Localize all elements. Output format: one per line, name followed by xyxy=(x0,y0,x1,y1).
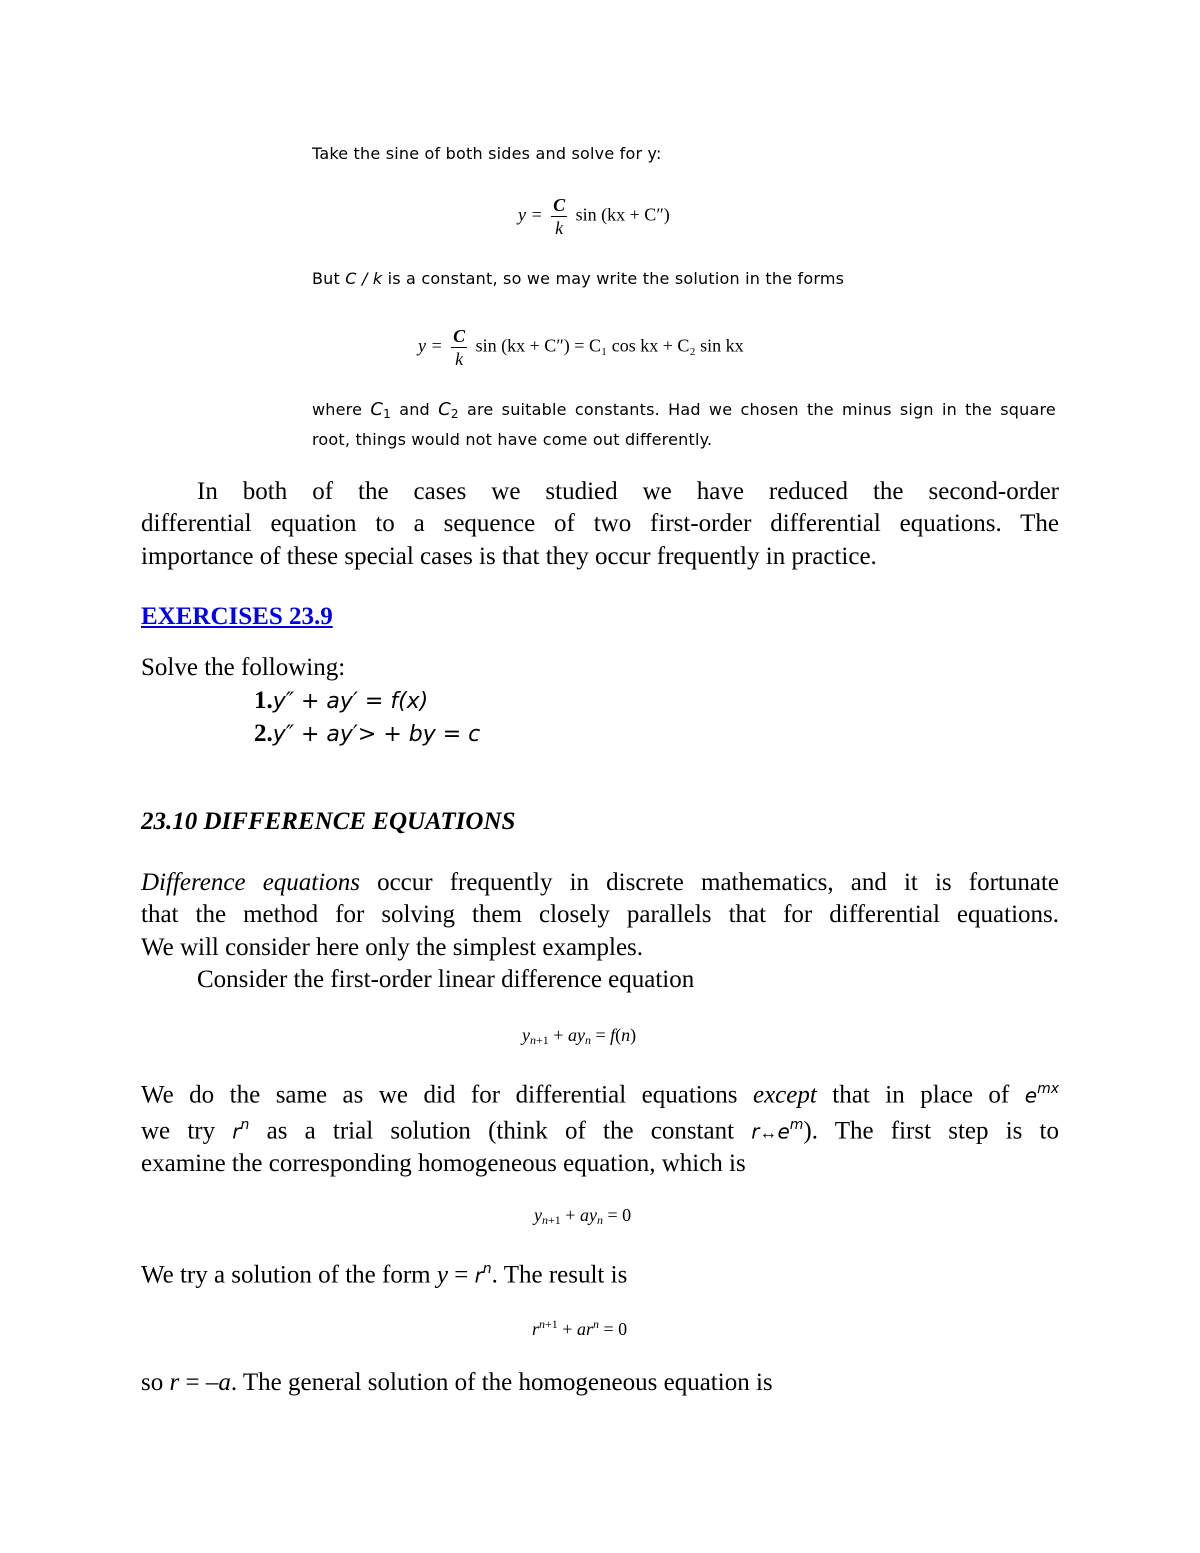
intro-line-1: Take the sine of both sides and solve for y: xyxy=(312,144,662,163)
section-heading: 23.10 DIFFERENCE EQUATIONS xyxy=(141,808,516,835)
equation-general-solution: y = $\frac{C}{k}$ sin (kx + C″) = C₁ cos kx + C₂ sin kx xyxy=(418,326,744,369)
section-p2: Consider the first-order linear difference equation xyxy=(197,966,695,993)
exercises-prompt: Solve the following: xyxy=(141,654,346,681)
section-p3-line-1: We do the same as we did for differential equations except that in place of $e^{mx}$ xyxy=(141,1081,1059,1109)
section-p3-line-3: examine the corresponding homogeneous equation, which is xyxy=(141,1150,746,1177)
section-p1-line-2: that the method for solving them closely parallels that for differential equations. xyxy=(141,901,1059,928)
intro-line-4: root, things would not have come out differently. xyxy=(312,430,713,449)
section-p4: We try a solution of the form $y = r^n$. The result is xyxy=(141,1261,628,1289)
equation-difference: $y_{n+1} + ay_n = f(n)$ xyxy=(522,1025,637,1047)
exercise-item-2: 2.y″ + ay′> + by = c xyxy=(254,720,481,747)
section-p1-line-3: We will consider here only the simplest examples. xyxy=(141,934,644,961)
intro-line-2: But C / k is a constant, so we may write the solution in the forms xyxy=(312,269,845,288)
fraction-c-over-k-2: $\frac{C}{k}$ xyxy=(453,326,466,369)
intro-line-3: where $C_1$ and $C_2$ are suitable constants. Had we chosen the minus sign in the square xyxy=(312,399,1056,421)
paragraph-1-line-2: differential equation to a sequence of two first-order differential equations. The xyxy=(141,510,1059,537)
section-p1-line-1: Difference equations occur frequently in discrete mathematics, and it is fortunate xyxy=(141,869,1060,896)
equation-y-sin: y = $\frac{C}{k}$ sin (kx + C″) xyxy=(518,195,670,238)
section-p5: so r = –a. The general solution of the homogeneous equation is xyxy=(141,1369,773,1396)
exercise-item-1: 1.y″ + ay′ = f(x) xyxy=(254,687,429,714)
section-p3-line-2: we try $r^n$ as a trial solution (think of the constant $r\leftrightarrow e^m$). The first step is to xyxy=(141,1117,1060,1145)
paragraph-1-line-1: In both of the cases we studied we have reduced the second-order xyxy=(197,478,1059,505)
fraction-c-over-k: $\frac{C}{k}$ xyxy=(553,195,566,238)
exercises-heading-link[interactable]: EXERCISES 23.9 xyxy=(141,603,333,630)
equation-homogeneous: $y_{n+1} + ay_n = 0$ xyxy=(534,1205,632,1227)
paragraph-1-line-3: importance of these special cases is that they occur frequently in practice. xyxy=(141,543,877,570)
equation-characteristic: $r^{n+1} + ar^n = 0$ xyxy=(532,1317,628,1339)
